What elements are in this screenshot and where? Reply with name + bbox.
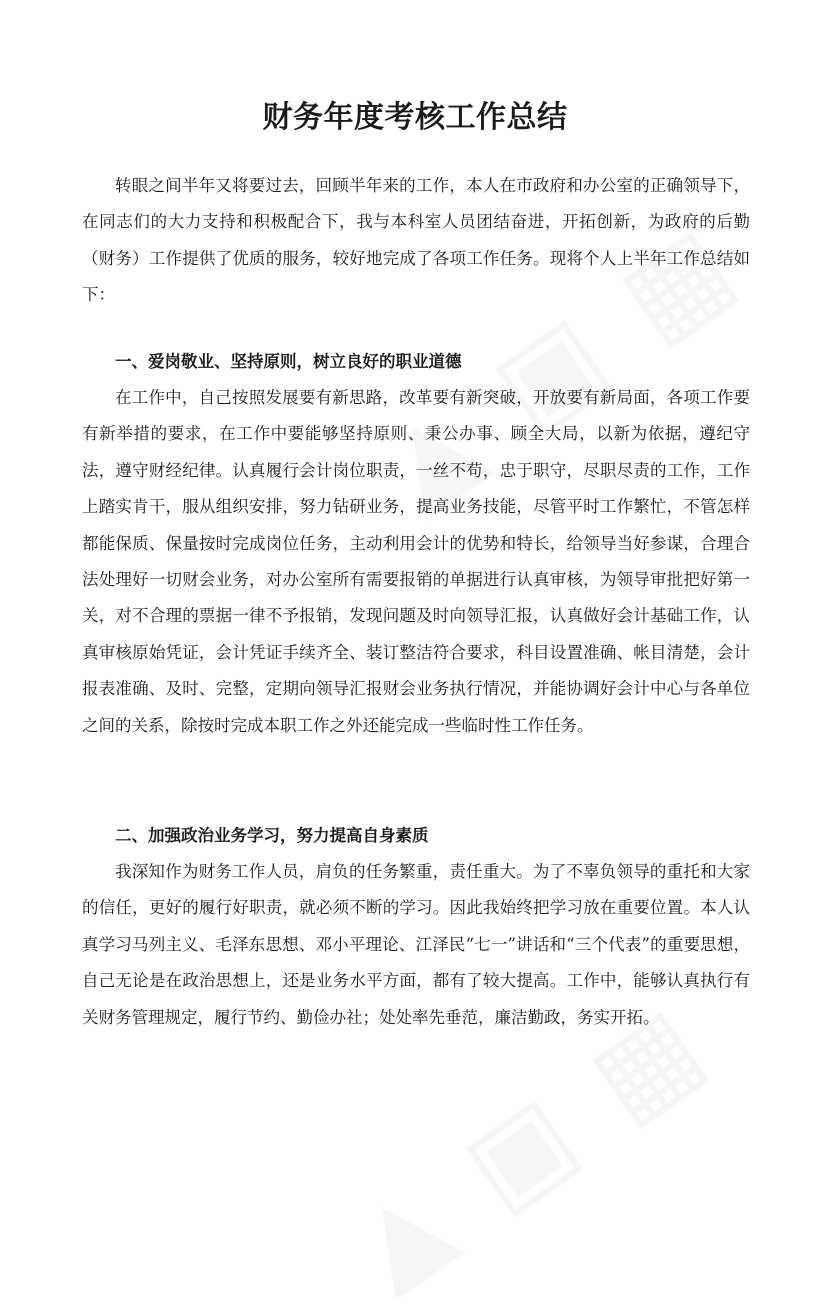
section-paragraph: 在工作中，自己按照发展要有新思路，改革要有新突破，开放要有新局面，各项工作要有新举措的要求，在工作中要能够坚持原则、秉公办事、顾全大局，以新为依据，遵纪守法，遵守财经纪律。认真履行会计岗位职责，一丝不苟，忠于职守，尽职尽责的工作，工作上踏实肯干，服从组织安排，努力钻研业务，提高业务技能，尽管平时工作繁忙，不管怎样都能保质、保量按时完成岗位任务，主动利用会计的优势和特长，给领导当好参谋，合理合法处理好一切财会业务，对办公室所有需要报销的单据进行认真审核，为领导审批把好第一关，对不合理的票据一律不予报销，发现问题及时向领导汇报，认真做好会计基础工作，认真审核原始凭证，会计凭证手续齐全、装订整洁符合要求，科目设置准确、帐目清楚，会计报表准确、及时、完整，定期向领导汇报财会业务执行情况，并能协调好会计中心与各单位之间的关系，除按时完成本职工作之外还能完成一些临时性工作任务。: [82, 388, 750, 735]
section-heading: 一、爱岗敬业、坚持原则，树立良好的职业道德: [115, 352, 462, 371]
section-paragraph: 我深知作为财务工作人员，肩负的任务繁重，责任重大。为了不辜负领导的重托和大家的信任，更好的履行好职责，就必须不断的学习。因此我始终把学习放在重要位置。本人认真学习马列主义、毛泽东思想、邓小平理论、江泽民“七一”讲话和“三个代表”的重要思想，自己无论是在政治思想上，还是业务水平方面，都有了较大提高。工作中，能够认真执行有关财务管理规定，履行节约、勤俭办社；处处率先垂范，廉洁勤政，务实开拓。: [82, 862, 750, 1027]
intro-paragraph: 转眼之间半年又将要过去，回顾半年来的工作，本人在市政府和办公室的正确领导下，在同志们的大力支持和积极配合下，我与本科室人员团结奋进，开拓创新，为政府的后勤（财务）工作提供了优质的服务，较好地完成了各项工作任务。现将个人上半年工作总结如下：: [82, 176, 750, 305]
document-title: 财务年度考核工作总结: [262, 100, 568, 135]
section-heading: 二、加强政治业务学习，努力提高自身素质: [115, 826, 429, 845]
